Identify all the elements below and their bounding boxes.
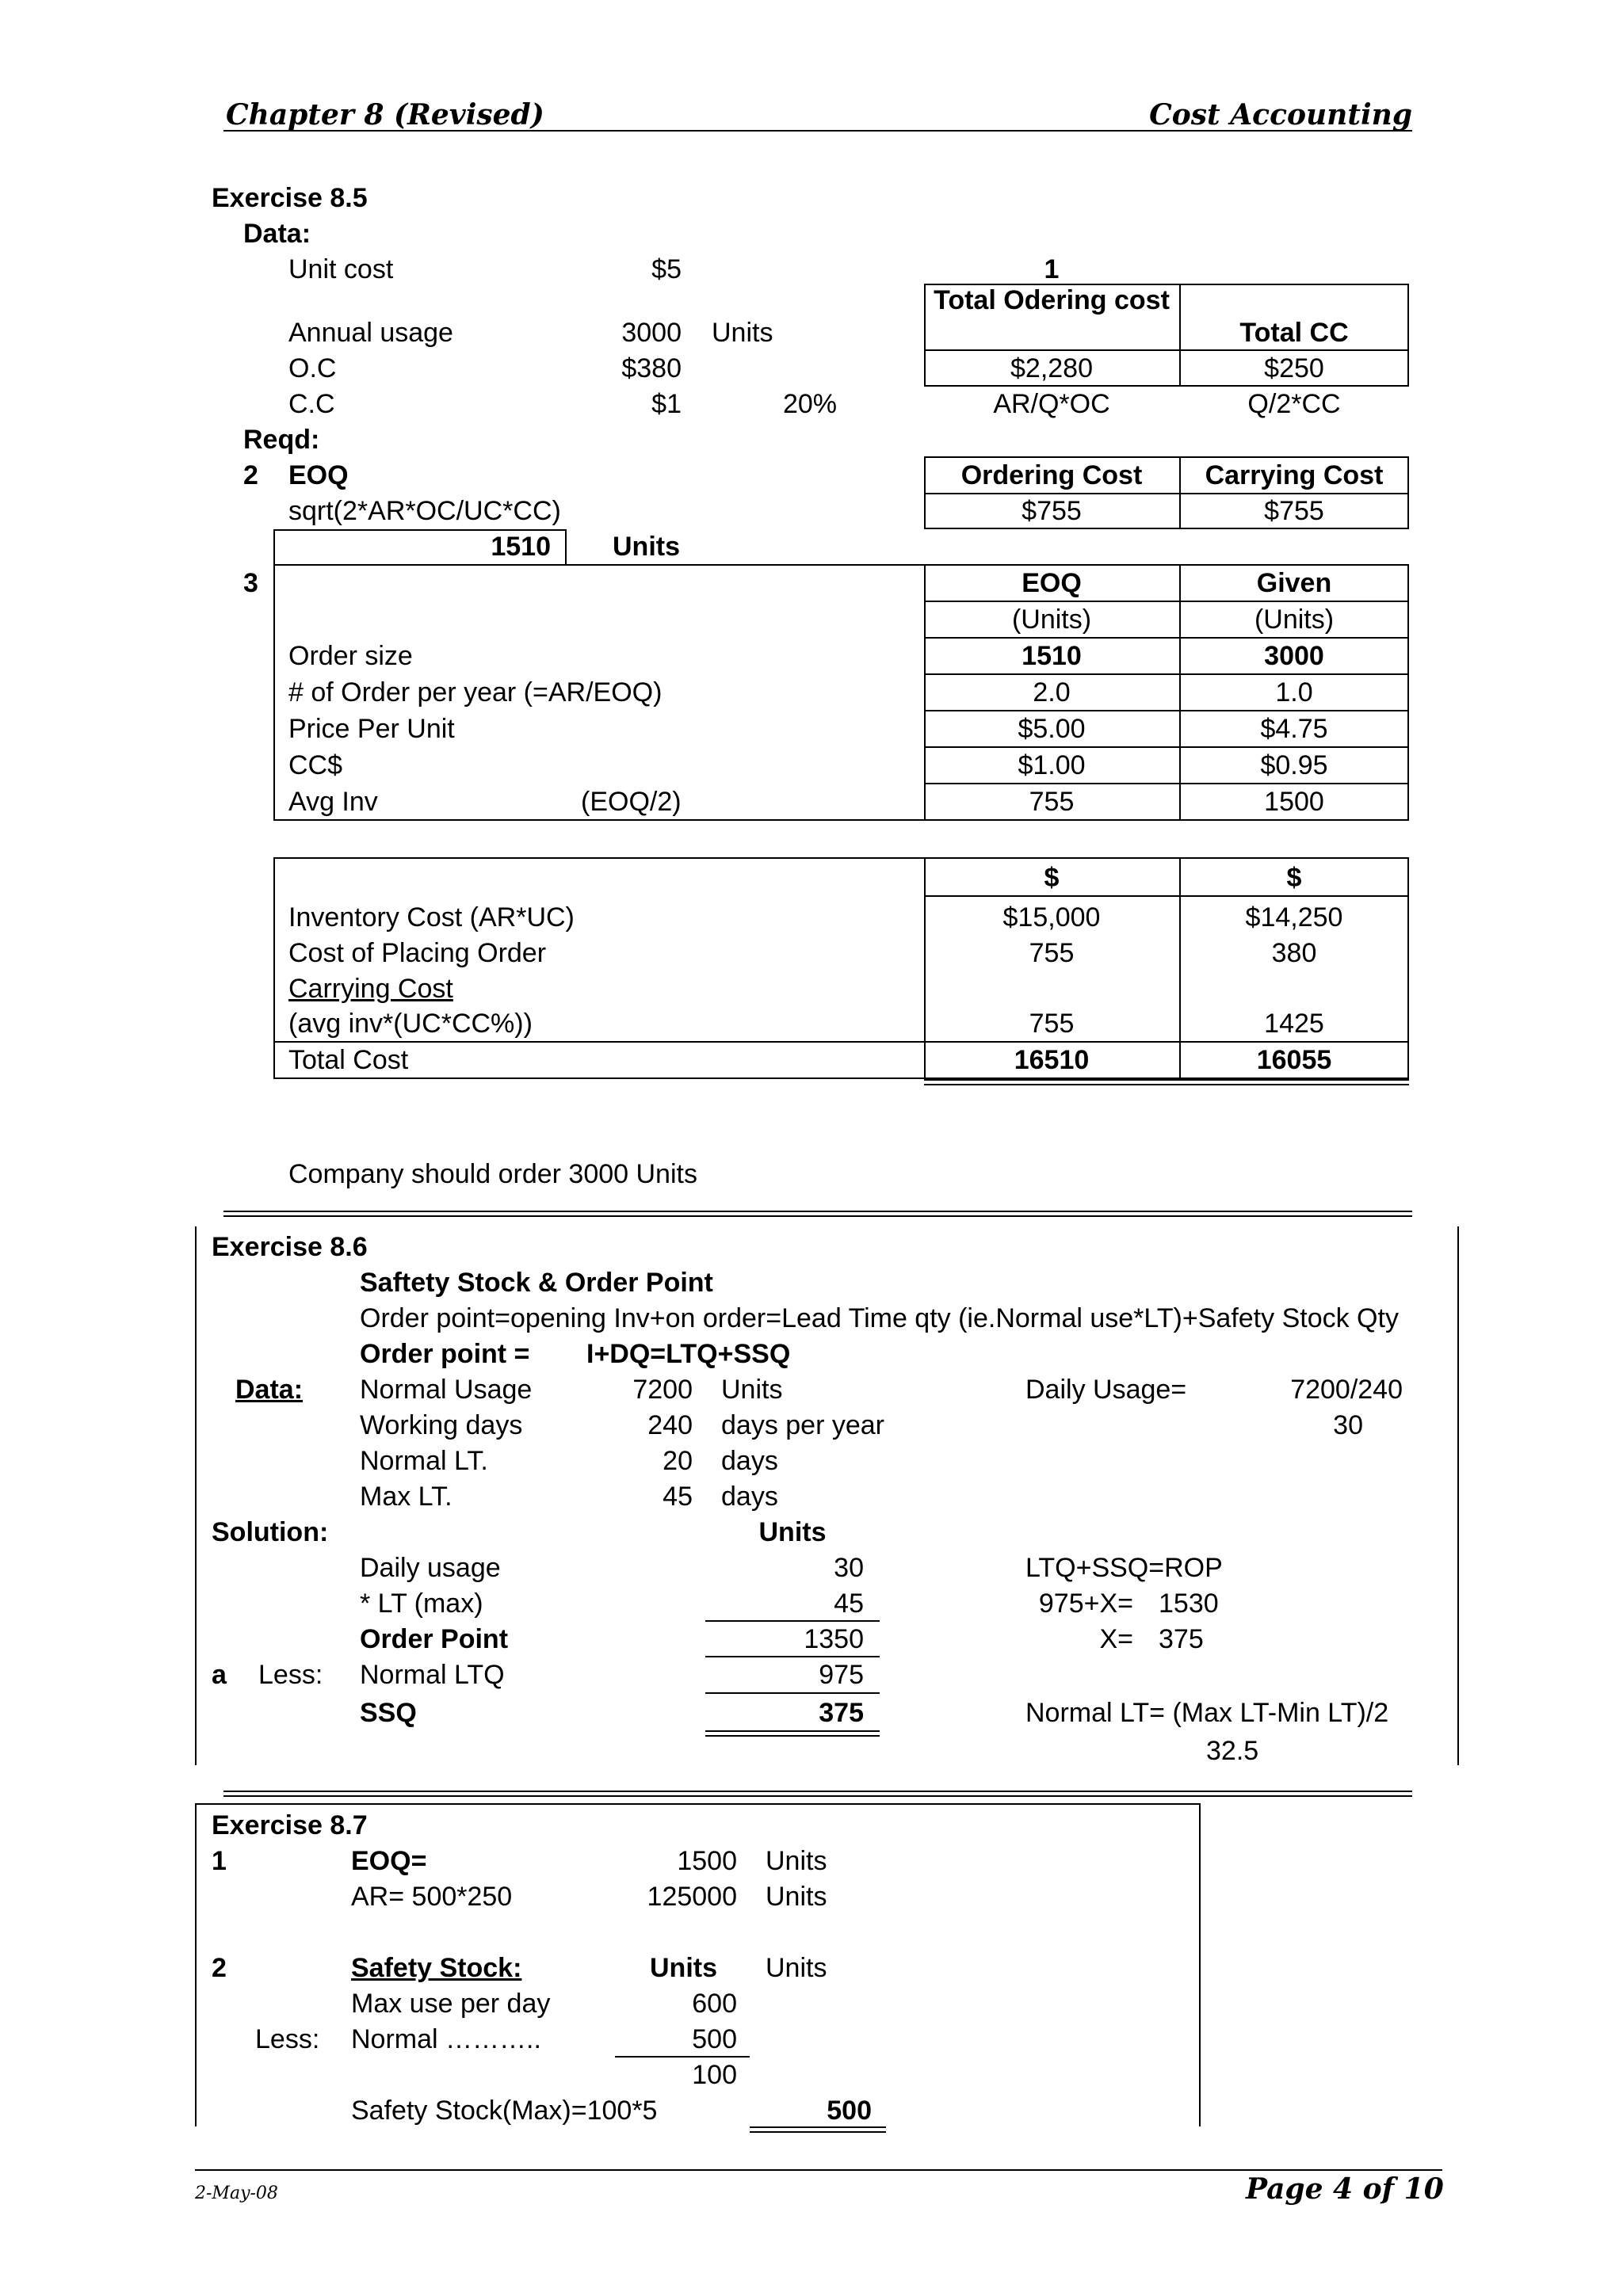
t3-sub-eoq: (Units)	[1011, 605, 1092, 635]
ssq-label: SSQ	[360, 1698, 417, 1728]
t3-row-eoq: 2.0	[1033, 677, 1071, 707]
placing-order-label: Cost of Placing Order	[288, 938, 547, 968]
normal-value: 500	[692, 2024, 737, 2054]
t3-row-eoq: $1.00	[1018, 750, 1086, 780]
unit-cost-label: Unit cost	[288, 254, 394, 284]
header-right: Cost Accounting	[1149, 98, 1412, 132]
normal-lt-value: 32.5	[1206, 1736, 1259, 1766]
footer-date: 2-May-08	[195, 2183, 278, 2203]
inventory-cost-label: Inventory Cost (AR*UC)	[288, 902, 575, 933]
t3-header-given: Given	[1256, 568, 1332, 598]
ss-max-label: Safety Stock(Max)=100*5	[351, 2096, 658, 2126]
max-use-label: Max use per day	[351, 1989, 551, 2019]
cc-label: C.C	[288, 389, 335, 419]
inventory-cost-given: $14,250	[1245, 902, 1343, 933]
data-row-label: Working days	[360, 1410, 523, 1440]
order-point-formula: I+DQ=LTQ+SSQ	[586, 1339, 791, 1369]
carrying-cost-eoq: 755	[1029, 1009, 1075, 1039]
t3-row-label: # of Order per year (=AR/EOQ)	[288, 677, 663, 707]
ex85-conclusion: Company should order 3000 Units	[288, 1159, 697, 1189]
t1-header-cc: Total CC	[1239, 318, 1349, 348]
eq-line2-left: 975+X=	[1038, 1589, 1133, 1619]
ex87-num-2: 2	[212, 1953, 227, 1983]
footer-page: Page 4 of 10	[1246, 2172, 1444, 2206]
section-divider	[223, 1791, 1412, 1797]
t1-ordering-value: $2,280	[1010, 353, 1093, 383]
ex85-title: Exercise 8.5	[212, 183, 368, 213]
daily-value: 30	[834, 1553, 864, 1583]
t3-row-label: CC$	[288, 750, 343, 780]
t1-ordering-formula: AR/Q*OC	[993, 389, 1110, 419]
cc-value: $1	[651, 389, 682, 419]
t3-row-eoq: 755	[1029, 787, 1075, 817]
eoq-formula: sqrt(2*AR*OC/UC*CC)	[288, 496, 561, 526]
t1-header-ordering: Total Odering cost	[934, 285, 1170, 315]
normal-ltq-value: 975	[819, 1660, 864, 1690]
ex85-num-3: 3	[243, 568, 258, 598]
order-point-2-value: 1350	[804, 1624, 864, 1654]
ex87-title: Exercise 8.7	[212, 1810, 368, 1840]
t3-row-given: 1.0	[1275, 677, 1313, 707]
ex87-eoq-value: 1500	[677, 1846, 737, 1876]
t3-row-eoq: 1510	[1022, 641, 1082, 671]
ex85-num-2: 2	[243, 460, 258, 490]
ex87-ar-value: 125000	[647, 1882, 737, 1912]
oc-label: O.C	[288, 353, 337, 383]
data-row-value: 45	[663, 1482, 693, 1512]
ssq-value: 375	[819, 1698, 864, 1728]
safety-stock-units-2: Units	[766, 1953, 827, 1983]
t2-header-ordering: Ordering Cost	[960, 460, 1143, 490]
data-row-unit: Units	[721, 1375, 783, 1405]
ex86-title: Exercise 8.6	[212, 1232, 368, 1262]
solution-units-header: Units	[758, 1517, 827, 1547]
daily-label: Daily usage	[360, 1553, 501, 1583]
t3-row-given: 3000	[1264, 641, 1324, 671]
data-row-value: 240	[647, 1410, 693, 1440]
t1-cc-value: $250	[1264, 353, 1324, 383]
t2-carrying-value: $755	[1264, 496, 1324, 526]
eq-line3-left: X=	[1099, 1624, 1133, 1654]
eoq-result-unit: Units	[613, 532, 680, 562]
t3-row-extra: (EOQ/2)	[581, 787, 682, 817]
normal-lt-formula: Normal LT= (Max LT-Min LT)/2	[1025, 1698, 1389, 1728]
t1-number: 1	[1044, 254, 1060, 284]
data-row-label: Normal Usage	[360, 1375, 533, 1405]
t4-header-given: $	[1286, 863, 1302, 893]
daily-usage-value: 30	[1333, 1410, 1363, 1440]
marker-a: a	[212, 1660, 227, 1690]
placing-order-given: 380	[1271, 938, 1317, 968]
safety-stock-label: Safety Stock:	[351, 1953, 522, 1983]
data-row-unit: days	[721, 1482, 778, 1512]
ex86-description: Order point=opening Inv+on order=Lead Time qty (ie.Normal use*LT)+Safety Stock Qty	[360, 1303, 1399, 1333]
data-row-label: Max LT.	[360, 1482, 453, 1512]
ss-max-value: 500	[827, 2096, 872, 2126]
eq-line2-right: 1530	[1159, 1589, 1219, 1619]
data-row-unit: days per year	[721, 1410, 884, 1440]
header-left: Chapter 8 (Revised)	[226, 98, 544, 132]
inventory-cost-eoq: $15,000	[1002, 902, 1101, 933]
less-label: Less:	[258, 1660, 323, 1690]
t3-row-eoq: $5.00	[1018, 714, 1086, 744]
annual-usage-unit: Units	[712, 318, 773, 348]
placing-order-eoq: 755	[1029, 938, 1075, 968]
section-divider	[223, 1211, 1412, 1217]
solution-label: Solution:	[212, 1517, 329, 1547]
safety-stock-units-1: Units	[650, 1953, 717, 1983]
order-point-2-label: Order Point	[360, 1624, 509, 1654]
eoq-result-value: 1510	[491, 532, 551, 562]
eq-line3-right: 375	[1159, 1624, 1204, 1654]
eq-rop: LTQ+SSQ=ROP	[1025, 1553, 1223, 1583]
ex87-num-1: 1	[212, 1846, 227, 1876]
carrying-cost-formula: (avg inv*(UC*CC%))	[288, 1009, 533, 1039]
max-use-value: 600	[692, 1989, 737, 2019]
order-point-label: Order point =	[360, 1339, 530, 1369]
t3-row-label: Price Per Unit	[288, 714, 455, 744]
t3-sub-given: (Units)	[1254, 605, 1335, 635]
t4-header-eoq: $	[1044, 863, 1060, 893]
oc-value: $380	[621, 353, 682, 383]
annual-usage-value: 3000	[621, 318, 682, 348]
data-row-unit: days	[721, 1446, 778, 1476]
t2-header-carrying: Carrying Cost	[1205, 460, 1384, 490]
data-row-value: 7200	[632, 1375, 693, 1405]
carrying-cost-label: Carrying Cost	[288, 974, 453, 1004]
ex86-data-label: Data:	[235, 1375, 304, 1405]
total-cost-label: Total Cost	[288, 1045, 409, 1075]
normal-ltq-label: Normal LTQ	[360, 1660, 505, 1690]
data-row-label: Normal LT.	[360, 1446, 488, 1476]
annual-usage-label: Annual usage	[288, 318, 453, 348]
t3-row-given: 1500	[1264, 787, 1324, 817]
t2-ordering-value: $755	[1022, 496, 1082, 526]
reqd-label: Reqd:	[243, 425, 320, 455]
data-row-value: 20	[663, 1446, 693, 1476]
ex87-ar-unit: Units	[766, 1882, 827, 1912]
lt-max-value: 45	[834, 1589, 864, 1619]
ex87-less-label: Less:	[255, 2024, 320, 2054]
cc-percent: 20%	[782, 389, 837, 419]
t3-row-given: $4.75	[1260, 714, 1328, 744]
t3-row-label: Avg Inv	[288, 787, 378, 817]
ex85-data-label: Data:	[243, 219, 311, 249]
ex86-subtitle: Saftety Stock & Order Point	[360, 1268, 713, 1298]
normal-label: Normal ………..	[351, 2024, 541, 2054]
eoq-label: EOQ	[288, 460, 349, 490]
unit-cost-value: $5	[651, 254, 682, 284]
daily-usage-label: Daily Usage=	[1025, 1375, 1187, 1405]
t1-cc-formula: Q/2*CC	[1247, 389, 1341, 419]
ex87-eoq-label: EOQ=	[351, 1846, 427, 1876]
total-cost-eoq: 16510	[1014, 1045, 1090, 1075]
carrying-cost-given: 1425	[1264, 1009, 1324, 1039]
ex87-ar-label: AR= 500*250	[351, 1882, 513, 1912]
t3-row-given: $0.95	[1260, 750, 1328, 780]
lt-max-label: * LT (max)	[360, 1589, 483, 1619]
footer-rule	[195, 2169, 1442, 2171]
total-cost-given: 16055	[1256, 1045, 1332, 1075]
difference-value: 100	[692, 2060, 737, 2090]
t3-header-eoq: EOQ	[1022, 568, 1082, 598]
ex87-eoq-unit: Units	[766, 1846, 827, 1876]
daily-usage-formula: 7200/240	[1290, 1375, 1403, 1405]
header-rule	[223, 130, 1412, 132]
t3-row-label: Order size	[288, 641, 413, 671]
